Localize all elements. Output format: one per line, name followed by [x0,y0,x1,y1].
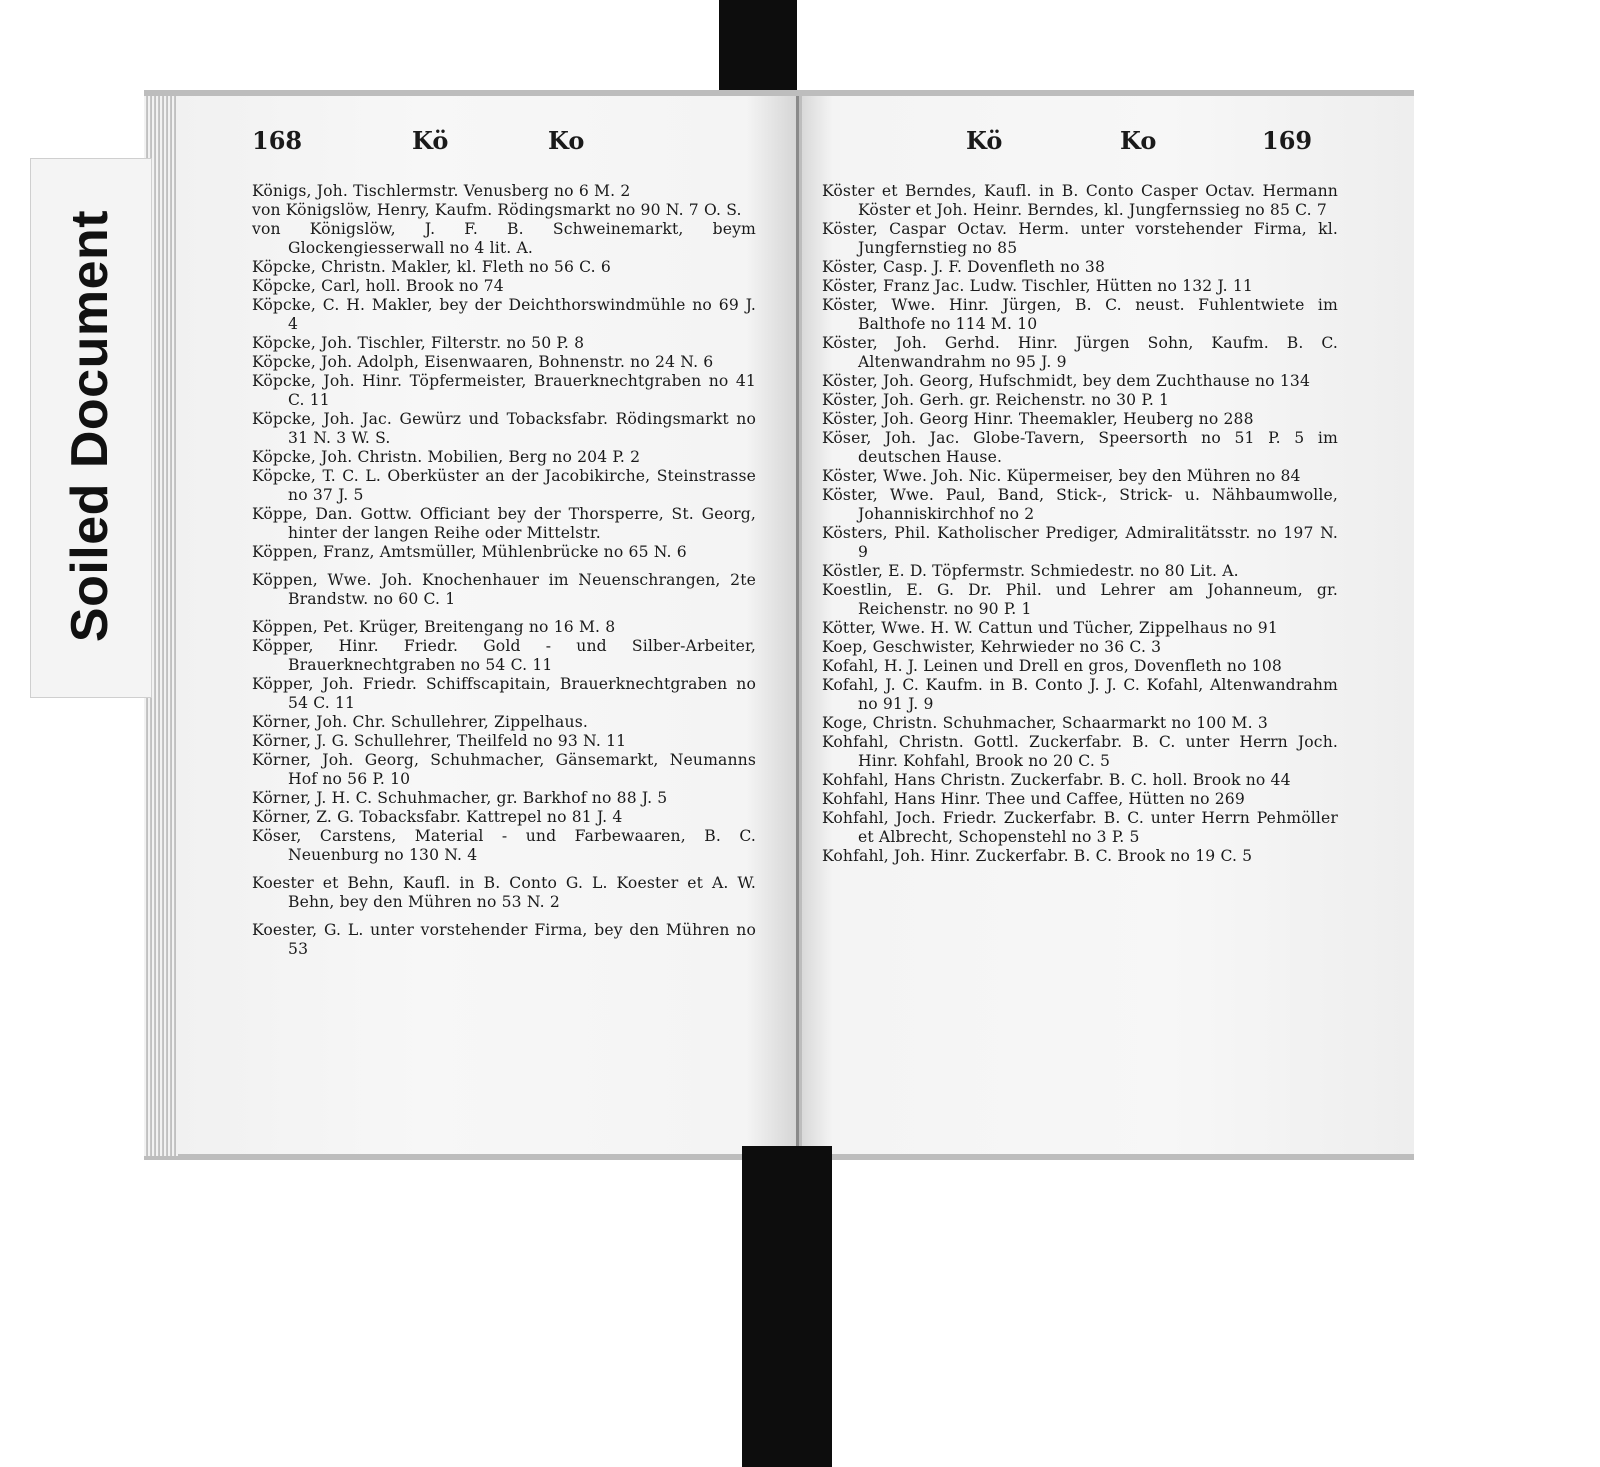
directory-entry: Kösters, Phil. Katholischer Prediger, Admiralitätsstr. no 197 N. 9 [822,524,1338,561]
directory-entry: Köpcke, Joh. Adolph, Eisenwaaren, Bohnenstr. no 24 N. 6 [252,353,714,371]
directory-entry: Köster, Wwe. Joh. Nic. Küpermeiser, bey den Mühren no 84 [822,467,1301,485]
directory-entry: Köpcke, Joh. Hinr. Töpfermeister, Brauerknechtgraben no 41 C. 11 [252,372,756,409]
directory-entry: Köppen, Wwe. Joh. Knochenhauer im Neuenschrangen, 2te Brandstw. no 60 C. 1 [252,571,756,608]
right-page-header [802,126,1414,166]
directory-entry: Köster, Wwe. Paul, Band, Stick-, Strick- u. Nähbaumwolle, Johanniskirchhof no 2 [822,486,1338,523]
right-entries [822,182,1338,866]
directory-entry: Koep, Geschwister, Kehrwieder no 36 C. 3 [822,638,1162,656]
directory-entry: Koge, Christn. Schuhmacher, Schaarmarkt no 100 M. 3 [822,714,1268,732]
directory-entry: Köster, Casp. J. F. Dovenfleth no 38 [822,258,1106,276]
directory-entry: Köster, Franz Jac. Ludw. Tischler, Hütten no 132 J. 11 [822,277,1253,295]
directory-entry: Köster, Wwe. Hinr. Jürgen, B. C. neust. Fuhlentwiete im Balthofe no 114 M. 10 [822,296,1338,333]
directory-entry: Kohfahl, Hans Christn. Zuckerfabr. B. C. holl. Brook no 44 [822,771,1291,789]
directory-entry: Köser, Carstens, Material - und Farbewaaren, B. C. Neuenburg no 130 N. 4 [252,827,756,864]
directory-entry: Köpcke, T. C. L. Oberküster an der Jacobikirche, Steinstrasse no 37 J. 5 [252,467,756,504]
directory-entry: Köpper, Joh. Friedr. Schiffscapitain, Brauerknechtgraben no 54 C. 11 [252,675,756,712]
left-header-right: Ko [548,126,585,155]
directory-entry: von Königslöw, Henry, Kaufm. Rödingsmarkt no 90 N. 7 O. S. [252,201,742,219]
left-entries [252,182,756,959]
binding-strap-bottom [742,1146,832,1467]
directory-entry: Köpcke, Carl, holl. Brook no 74 [252,277,504,295]
directory-entry: Kohfahl, Hans Hinr. Thee und Caffee, Hütten no 269 [822,790,1245,808]
directory-entry: Köster, Caspar Octav. Herm. unter vorstehender Firma, kl. Jungfernstieg no 85 [822,220,1338,257]
binding-strap-top [719,0,797,98]
directory-entry: Körner, Z. G. Tobacksfabr. Kattrepel no 81 J. 4 [252,808,623,826]
right-header-right: Ko [1120,126,1157,155]
left-page-number: 168 [252,126,303,155]
directory-entry: Köpper, Hinr. Friedr. Gold - und Silber-Arbeiter, Brauerknechtgraben no 54 C. 11 [252,637,756,674]
directory-entry: Köpcke, Christn. Makler, kl. Fleth no 56 C. 6 [252,258,611,276]
left-page [176,96,799,1154]
directory-entry: Körner, Joh. Chr. Schullehrer, Zippelhaus. [252,713,588,731]
directory-entry: Köpcke, Joh. Tischler, Filterstr. no 50 P. 8 [252,334,585,352]
left-header-left: Kö [412,126,449,155]
directory-entry: Kohfahl, Joch. Friedr. Zuckerfabr. B. C. unter Herrn Pehmöller et Albrecht, Schopenstehl no 3 P. 5 [822,809,1338,846]
directory-entry: Köppe, Dan. Gottw. Officiant bey der Thorsperre, St. Georg, hinter der langen Reihe oder Mittelstr. [252,505,756,542]
directory-entry: Köster, Joh. Georg, Hufschmidt, bey dem Zuchthause no 134 [822,372,1311,390]
directory-entry: Köppen, Pet. Krüger, Breitengang no 16 M. 8 [252,618,616,636]
directory-entry: Köpcke, Joh. Jac. Gewürz und Tobacksfabr. Rödingsmarkt no 31 N. 3 W. S. [252,410,756,447]
directory-entry: Kötter, Wwe. H. W. Cattun und Tücher, Zippelhaus no 91 [822,619,1278,637]
directory-entry: Köpcke, Joh. Christn. Mobilien, Berg no 204 P. 2 [252,448,641,466]
soiled-document-text: Soiled Document [61,209,119,643]
right-page-number: 169 [1262,126,1313,155]
directory-entry: Körner, J. G. Schullehrer, Theilfeld no 93 N. 11 [252,732,627,750]
directory-entry: Körner, J. H. C. Schuhmacher, gr. Barkhof no 88 J. 5 [252,789,668,807]
directory-entry: Kofahl, H. J. Leinen und Drell en gros, Dovenfleth no 108 [822,657,1282,675]
directory-entry: Koester, G. L. unter vorstehender Firma, bey den Mühren no 53 [252,921,756,958]
directory-entry: Kofahl, J. C. Kaufm. in B. Conto J. J. C. Kofahl, Altenwandrahm no 91 J. 9 [822,676,1338,713]
directory-entry: Köppen, Franz, Amtsmüller, Mühlenbrücke no 65 N. 6 [252,543,687,561]
directory-entry: Kohfahl, Joh. Hinr. Zuckerfabr. B. C. Brook no 19 C. 5 [822,847,1253,865]
left-page-header [176,126,796,166]
directory-entry: Kohfahl, Christn. Gottl. Zuckerfabr. B. C. unter Herrn Joch. Hinr. Kohfahl, Brook no 20 C. 5 [822,733,1338,770]
right-header-left: Kö [966,126,1003,155]
directory-entry: Königs, Joh. Tischlermstr. Venusberg no 6 M. 2 [252,182,631,200]
directory-entry: Körner, Joh. Georg, Schuhmacher, Gänsemarkt, Neumanns Hof no 56 P. 10 [252,751,756,788]
directory-entry: Koester et Behn, Kaufl. in B. Conto G. L. Koester et A. W. Behn, bey den Mühren no 53 N. 2 [252,874,756,911]
directory-entry: Köpcke, C. H. Makler, bey der Deichthorswindmühle no 69 J. 4 [252,296,756,333]
directory-entry: von Königslöw, J. F. B. Schweinemarkt, beym Glockengiesserwall no 4 lit. A. [252,220,756,257]
directory-entry: Köster, Joh. Gerh. gr. Reichenstr. no 30 P. 1 [822,391,1170,409]
directory-entry: Köser, Joh. Jac. Globe-Tavern, Speersorth no 51 P. 5 im deutschen Hause. [822,429,1338,466]
directory-entry: Koestlin, E. G. Dr. Phil. und Lehrer am Johanneum, gr. Reichenstr. no 90 P. 1 [822,581,1338,618]
directory-entry: Köstler, E. D. Töpfermstr. Schmiedestr. no 80 Lit. A. [822,562,1239,580]
directory-entry: Köster, Joh. Gerhd. Hinr. Jürgen Sohn, Kaufm. B. C. Altenwandrahm no 95 J. 9 [822,334,1338,371]
directory-entry: Köster et Berndes, Kaufl. in B. Conto Casper Octav. Hermann Köster et Joh. Heinr. Berndes, kl. Jungfernssieg no 85 C. 7 [822,182,1338,219]
right-page [802,96,1414,1154]
directory-entry: Köster, Joh. Georg Hinr. Theemakler, Heuberg no 288 [822,410,1254,428]
